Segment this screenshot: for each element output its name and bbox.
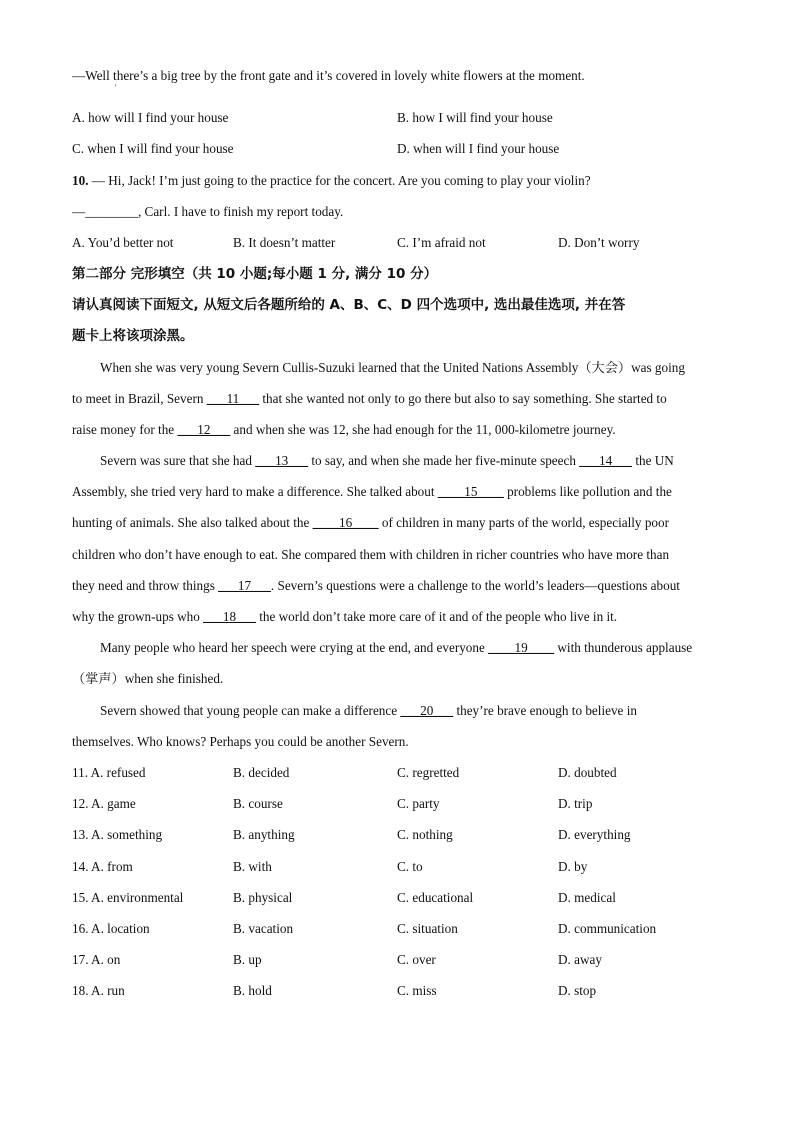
blank-20: ___20___ bbox=[400, 703, 454, 718]
q10-number: 10. bbox=[72, 173, 89, 188]
passage-text: they’re brave enough to believe in bbox=[453, 703, 637, 718]
q9-option-b: B. how I will find your house bbox=[397, 110, 553, 125]
passage-text: and when she was 12, she had enough for the 11, 000-kilometre journey. bbox=[230, 422, 616, 437]
passage-text: the UN bbox=[632, 453, 674, 468]
section-instruction-2: 题卡上将该项涂黑。 bbox=[72, 328, 194, 344]
section-heading: 第二部分 完形填空（共 10 小题;每小题 1 分, 满分 10 分） bbox=[72, 266, 438, 282]
q16-option-a: 16. A. location bbox=[72, 921, 150, 936]
q12-option-d: D. trip bbox=[558, 796, 593, 811]
passage-p3-line1 bbox=[100, 639, 692, 657]
q15-option-d: D. medical bbox=[558, 890, 616, 905]
blank-13: ___13___ bbox=[255, 453, 309, 468]
q16-option-d: D. communication bbox=[558, 921, 657, 936]
q10-option-b: B. It doesn’t matter bbox=[233, 235, 336, 250]
blank-12: ___12___ bbox=[177, 422, 231, 437]
q11-option-b: B. decided bbox=[233, 765, 290, 780]
passage-p4-line1 bbox=[100, 702, 637, 720]
passage-text: the world don’t take more care of it and of the people who live in it. bbox=[255, 609, 618, 624]
blank-15: ____15____ bbox=[437, 484, 504, 499]
passage-text: why the grown-ups who bbox=[72, 609, 204, 624]
q10-text: — Hi, Jack! I’m just going to the practice for the concert. Are you coming to play your violin? bbox=[88, 173, 591, 188]
passage-text: that she wanted not only to go there but also to say something. She started to bbox=[259, 391, 667, 406]
passage-text: problems like pollution and the bbox=[503, 484, 672, 499]
q9-option-d: D. when will I find your house bbox=[397, 141, 560, 156]
q11-option-d: D. doubted bbox=[558, 765, 617, 780]
q14-option-c: C. to bbox=[397, 859, 423, 874]
q10-reply bbox=[72, 203, 343, 221]
q17-option-c: C. over bbox=[397, 952, 436, 967]
q9-option-c: C. when I will find your house bbox=[72, 141, 234, 156]
q16-option-c: C. situation bbox=[397, 921, 458, 936]
passage-p1-line3 bbox=[72, 421, 616, 439]
q13-option-b: B. anything bbox=[233, 827, 295, 842]
q12-option-c: C. party bbox=[397, 796, 440, 811]
q10-reply-blank: —________ bbox=[72, 204, 138, 219]
q10-option-a: A. You’d better not bbox=[72, 235, 174, 250]
passage-p1-line1: When she was very young Severn Cullis-Suzuki learned that the United Nations Assembly（大会）was going bbox=[100, 360, 685, 375]
passage-p3-line2: （掌声）when she finished. bbox=[72, 671, 224, 686]
passage-text: hunting of animals. She also talked about the bbox=[72, 515, 313, 530]
blank-16: ____16____ bbox=[312, 515, 379, 530]
q10-stem bbox=[72, 172, 591, 190]
q18-option-b: B. hold bbox=[233, 983, 272, 998]
q17-option-b: B. up bbox=[233, 952, 262, 967]
passage-text: of children in many parts of the world, especially poor bbox=[378, 515, 669, 530]
passage-text: to meet in Brazil, Severn bbox=[72, 391, 207, 406]
q16-option-b: B. vacation bbox=[233, 921, 294, 936]
passage-text: . Severn’s questions were a challenge to the world’s leaders—questions about bbox=[270, 578, 680, 593]
q10-option-d: D. Don’t worry bbox=[558, 235, 640, 250]
q15-option-c: C. educational bbox=[397, 890, 474, 905]
passage-text: Severn showed that young people can make a difference bbox=[100, 703, 401, 718]
passage-p2-line5 bbox=[72, 577, 680, 595]
stray-mark: ' bbox=[115, 83, 117, 92]
q12-option-b: B. course bbox=[233, 796, 283, 811]
q17-option-a: 17. A. on bbox=[72, 952, 121, 967]
passage-p2-line4: children who don’t have enough to eat. She compared them with children in richer countries who have more than bbox=[72, 547, 670, 562]
q13-option-c: C. nothing bbox=[397, 827, 453, 842]
q13-option-a: 13. A. something bbox=[72, 827, 163, 842]
blank-17: ___17___ bbox=[218, 578, 271, 593]
q11-option-c: C. regretted bbox=[397, 765, 460, 780]
q15-option-a: 15. A. environmental bbox=[72, 890, 184, 905]
q9-option-a: A. how will I find your house bbox=[72, 110, 229, 125]
blank-11: ___11___ bbox=[206, 391, 260, 406]
passage-text: Many people who heard her speech were crying at the end, and everyone bbox=[100, 640, 489, 655]
blank-18: ___18___ bbox=[203, 609, 256, 624]
passage-p4-line2: themselves. Who knows? Perhaps you could be another Severn. bbox=[72, 734, 409, 749]
passage-p2-line1 bbox=[100, 452, 674, 470]
q14-option-d: D. by bbox=[558, 859, 588, 874]
passage-text: Severn was sure that she had bbox=[100, 453, 256, 468]
passage-text: raise money for the bbox=[72, 422, 178, 437]
section-instruction-1: 请认真阅读下面短文, 从短文后各题所给的 A、B、C、D 四个选项中, 选出最佳选项, 并在答 bbox=[72, 297, 626, 313]
passage-p2-line6 bbox=[72, 608, 617, 626]
q13-option-d: D. everything bbox=[558, 827, 631, 842]
q11-option-a: 11. A. refused bbox=[72, 765, 146, 780]
passage-text: Assembly, she tried very hard to make a difference. She talked about bbox=[72, 484, 438, 499]
passage-p1-line2 bbox=[72, 390, 667, 408]
q14-option-b: B. with bbox=[233, 859, 272, 874]
q14-option-a: 14. A. from bbox=[72, 859, 133, 874]
q17-option-d: D. away bbox=[558, 952, 602, 967]
passage-p2-line3 bbox=[72, 514, 669, 532]
q10-option-c: C. I’m afraid not bbox=[397, 235, 486, 250]
q15-option-b: B. physical bbox=[233, 890, 293, 905]
q10-reply-text: , Carl. I have to finish my report today. bbox=[137, 204, 344, 219]
passage-text: with thunderous applause bbox=[554, 640, 693, 655]
q12-option-a: 12. A. game bbox=[72, 796, 136, 811]
q9-line: —Well there’s a big tree by the front gate and it’s covered in lovely white flowers at the moment. bbox=[72, 68, 585, 83]
passage-p2-line2 bbox=[72, 483, 672, 501]
passage-text: to say, and when she made her five-minute speech bbox=[308, 453, 580, 468]
q18-option-d: D. stop bbox=[558, 983, 597, 998]
blank-19: ____19____ bbox=[488, 640, 555, 655]
q18-option-a: 18. A. run bbox=[72, 983, 125, 998]
q18-option-c: C. miss bbox=[397, 983, 437, 998]
passage-text: they need and throw things bbox=[72, 578, 219, 593]
blank-14: ___14___ bbox=[579, 453, 633, 468]
